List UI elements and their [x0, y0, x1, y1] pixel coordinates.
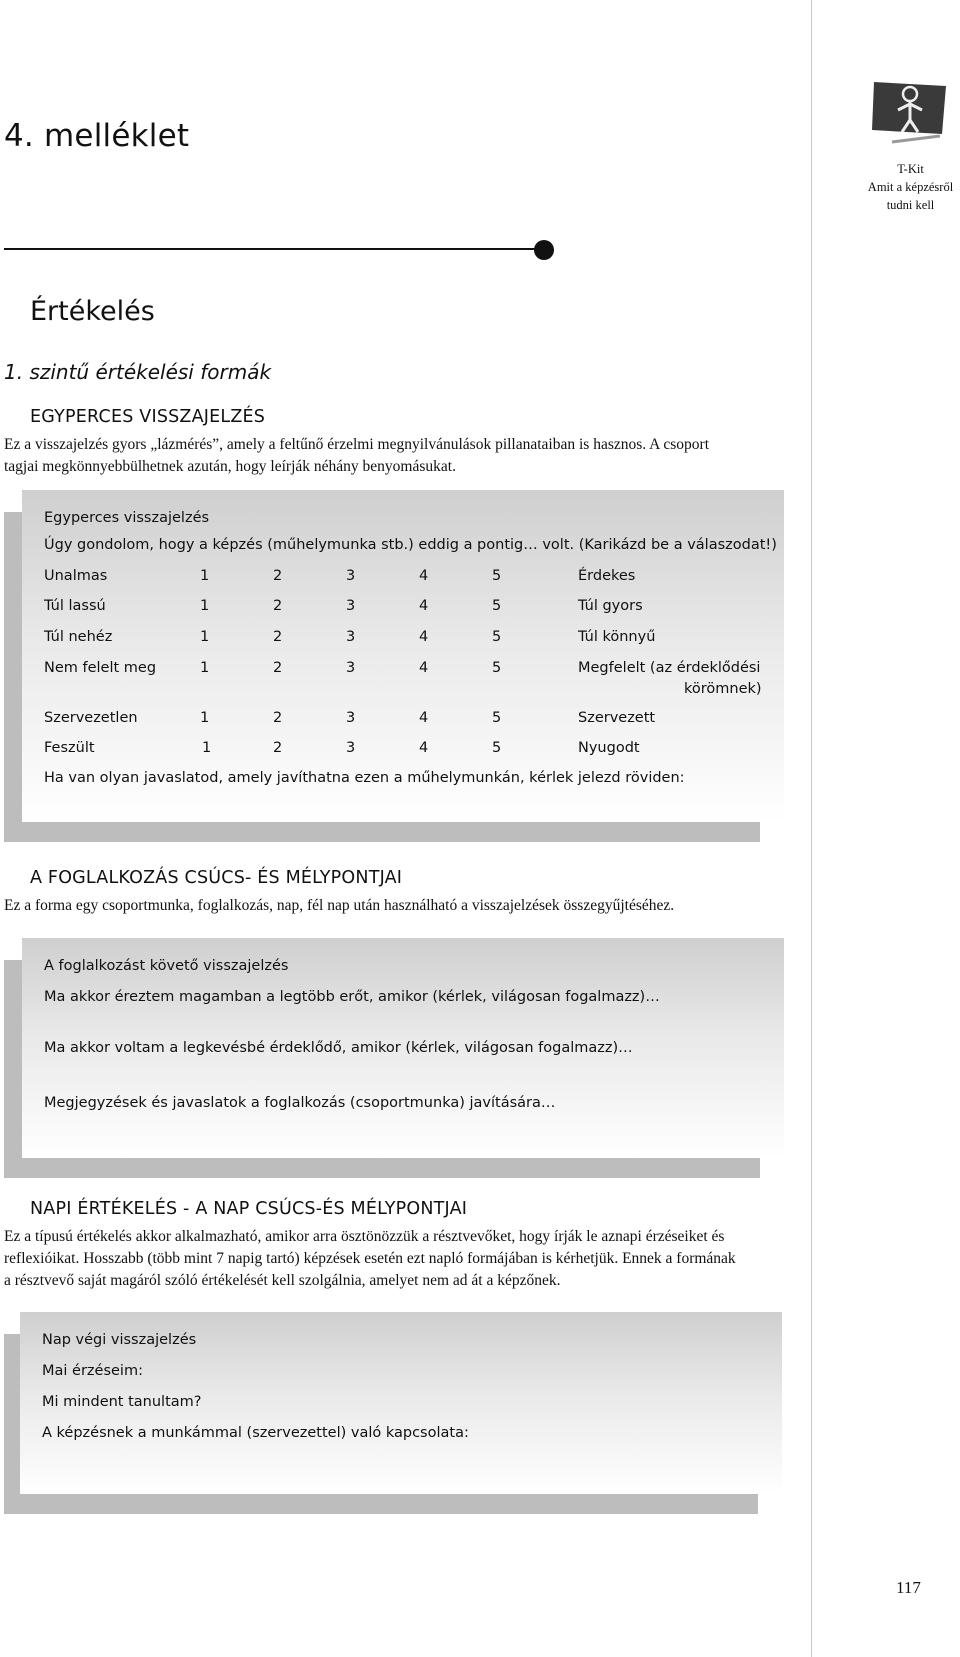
feedback-box-session: [22, 938, 784, 1158]
section-heading: A FOGLALKOZÁS CSÚCS- ÉS MÉLYPONTJAI: [30, 868, 403, 888]
rating-option[interactable]: 3: [346, 660, 356, 676]
box-line: Mai érzéseim:: [42, 1363, 143, 1379]
paragraph-line: tagjai megkönnyebbülhetnek azután, hogy leírják néhány benyomásukat.: [4, 458, 456, 475]
feedback-box-daily: [20, 1312, 782, 1494]
section-paragraph: [4, 434, 804, 478]
box-line: Ma akkor éreztem magamban a legtöbb erőt, amikor (kérlek, világosan fogalmazz)…: [44, 989, 660, 1005]
margin-rule: [811, 0, 812, 1657]
section-paragraph: [4, 1226, 804, 1292]
chapter-title: 4. melléklet: [4, 118, 190, 154]
series-label-line: Amit a képzésről: [867, 180, 954, 194]
paragraph-line: Ez a visszajelzés gyors „lázmérés”, amely a feltűnő érzelmi megnyilvánulások pillanataiban is hasznos. A csoport: [4, 436, 710, 453]
rating-option[interactable]: 2: [273, 660, 283, 676]
rating-right-label: Megfelelt (az érdeklődési: [578, 660, 761, 676]
rating-option[interactable]: 2: [273, 568, 283, 584]
box-title: Egyperces visszajelzés: [44, 510, 210, 526]
page-subtitle: 1. szintű értékelési formák: [4, 360, 272, 384]
rating-option[interactable]: 1: [200, 629, 210, 645]
series-label-line: T-Kit: [897, 162, 924, 176]
box-title: Nap végi visszajelzés: [42, 1332, 197, 1348]
feedback-box-one-minute: [22, 490, 784, 822]
chapter-rule-dot: [534, 240, 554, 260]
rating-option[interactable]: 1: [202, 740, 212, 756]
rating-option[interactable]: 4: [419, 710, 429, 726]
series-label: [843, 160, 960, 214]
page-title: Értékelés: [30, 296, 155, 327]
rating-option[interactable]: 4: [419, 660, 429, 676]
paragraph-line: Ez a forma egy csoportmunka, foglalkozás, nap, fél nap után használható a visszajelzések összegyűjtéséhez.: [4, 897, 675, 914]
paragraph-line: reflexióikat. Hosszabb (több mint 7 napig tartó) képzések esetén ezt napló formájában is kérhetjük. Ennek a formának: [4, 1250, 736, 1267]
rating-option[interactable]: 1: [200, 568, 210, 584]
box-intro: Úgy gondolom, hogy a képzés (műhelymunka stb.) eddig a pontig… volt. (Karikázd be a válaszodat!): [44, 537, 777, 553]
box-line: Mi mindent tanultam?: [42, 1394, 202, 1410]
rating-option[interactable]: 2: [273, 710, 283, 726]
paragraph-line: Ez a típusú értékelés akkor alkalmazható, amikor arra ösztönözzük a résztvevőket, hogy írják le aznapi érzéseiket és: [4, 1228, 725, 1245]
rating-option[interactable]: 3: [346, 629, 356, 645]
box-title: A foglalkozást követő visszajelzés: [44, 958, 289, 974]
box-footer: Ha van olyan javaslatod, amely javíthatna ezen a műhelymunkán, kérlek jelezd röviden:: [44, 770, 685, 786]
rating-option[interactable]: 4: [419, 568, 429, 584]
rating-right-label: Túl könnyű: [578, 629, 656, 645]
rating-option[interactable]: 1: [200, 710, 210, 726]
rating-option[interactable]: 4: [419, 598, 429, 614]
box-line: A képzésnek a munkámmal (szervezettel) való kapcsolata:: [42, 1425, 469, 1441]
rating-option[interactable]: 3: [346, 710, 356, 726]
rating-option[interactable]: 5: [492, 710, 502, 726]
rating-right-label: Nyugodt: [578, 740, 640, 756]
rating-option[interactable]: 3: [346, 598, 356, 614]
rating-left-label: Feszült: [44, 740, 95, 756]
box-line: Megjegyzések és javaslatok a foglalkozás (csoportmunka) javítására…: [44, 1095, 556, 1111]
section-paragraph: [4, 895, 804, 917]
rating-option[interactable]: 2: [273, 629, 283, 645]
section-heading: NAPI ÉRTÉKELÉS - A NAP CSÚCS-ÉS MÉLYPONTJAI: [30, 1199, 468, 1219]
rating-option[interactable]: 2: [273, 740, 283, 756]
rating-option[interactable]: 3: [346, 740, 356, 756]
rating-option[interactable]: 3: [346, 568, 356, 584]
page-number: 117: [896, 1578, 921, 1597]
rating-option[interactable]: 1: [200, 660, 210, 676]
series-label-line: tudni kell: [886, 198, 935, 212]
rating-right-label: Érdekes: [578, 568, 636, 584]
t-kit-logo-icon: [870, 80, 948, 146]
rating-option[interactable]: 4: [419, 740, 429, 756]
rating-left-label: Túl nehéz: [44, 629, 113, 645]
rating-option[interactable]: 2: [273, 598, 283, 614]
rating-option[interactable]: 1: [200, 598, 210, 614]
rating-left-label: Szervezetlen: [44, 710, 138, 726]
box-line: Ma akkor voltam a legkevésbé érdeklődő, amikor (kérlek, világosan fogalmazz)…: [44, 1040, 633, 1056]
section-heading: EGYPERCES VISSZAJELZÉS: [30, 407, 266, 427]
paragraph-line: a résztvevő saját magáról szóló értékelését kell szolgálnia, amelyet nem ad át a képzőnek.: [4, 1272, 561, 1289]
rating-left-label: Túl lassú: [44, 598, 106, 614]
rating-right-label: Szervezett: [578, 710, 656, 726]
rating-right-label: Túl gyors: [578, 598, 643, 614]
rating-option[interactable]: 5: [492, 660, 502, 676]
rating-right-label-continued: körömnek): [684, 681, 762, 697]
rating-option[interactable]: 4: [419, 629, 429, 645]
rating-option[interactable]: 5: [492, 740, 502, 756]
rating-option[interactable]: 5: [492, 629, 502, 645]
rating-left-label: Nem felelt meg: [44, 660, 157, 676]
rating-option[interactable]: 5: [492, 568, 502, 584]
rating-option[interactable]: 5: [492, 598, 502, 614]
rating-left-label: Unalmas: [44, 568, 108, 584]
chapter-rule: [4, 248, 539, 250]
